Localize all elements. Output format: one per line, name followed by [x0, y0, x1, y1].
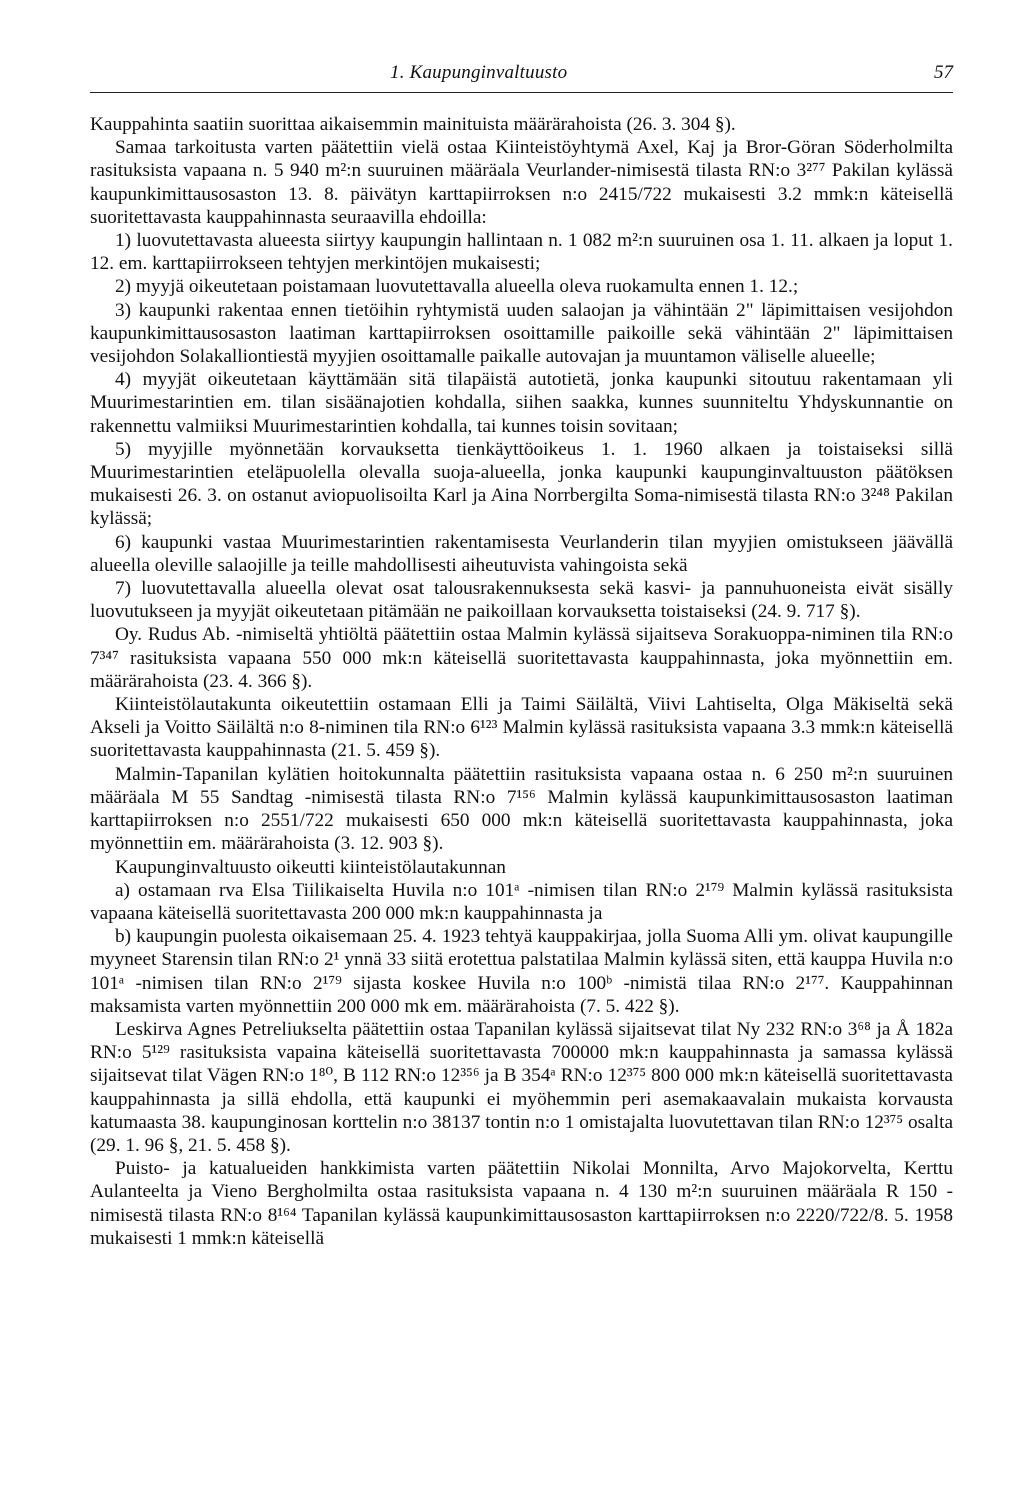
paragraph: Kauppahinta saatiin suorittaa aikaisemmin mainituista määrärahoista (26. 3. 304 §).: [90, 114, 736, 135]
paragraph: 2) myyjä oikeutetaan poistamaan luovutettavalla alueella oleva ruokamulta ennen 1. 12.;: [115, 276, 799, 298]
paragraph: Leskirva Agnes Petreliukselta päätettiin ostaa Tapanilan kylässä sijaitsevat tilat Ny 232 RN:o 3⁶⁸ ja Å 182a RN:o 5¹²⁹ rasituksista vapaina käteisellä suoritettavasta 700000 mk:n kauppahinnasta ja samassa kylässä sijaitsevat tilat Vägen RN:o 1⁸⁰, B 112 RN:o 12³⁵⁶ ja B 354ᵃ RN:o 12³⁷⁵ 800 000 mk:n käteisellä suoritettavasta kauppahinnasta ja sillä ehdolla, että kaupunki ei myöhemmin peri asemakaavalain mukaista korvausta katumaasta 38. kaupunginosan korttelin n:o 38137 tontin n:o 1 omistajalta luovutettavan tilan RN:o 12³⁷⁵ osalta (29. 1. 96 §, 21. 5. 458 §).: [90, 1018, 953, 1156]
page-number: 57: [934, 62, 953, 83]
paragraph: b) kaupungin puolesta oikaisemaan 25. 4. 1923 tehtyä kauppakirjaa, jolla Suoma Alli ym. olivat kaupungille myyneet Starensin tilan RN:o 2¹ ynnä 33 siitä erotettua palstatilaa Malmin kylässä siten, että kauppa Huvila n:o 101ᵃ -nimisen tilan RN:o 2¹⁷⁹ sijasta koskee Huvila n:o 100ᵇ -nimistä tilaa RN:o 2¹⁷⁷. Kauppahinnan maksamista varten myönnettiin 200 000 mk em. määrärahoista (7. 5. 422 §).: [90, 926, 953, 1017]
paragraph: Malmin-Tapanilan kylätien hoitokunnalta päätettiin rasituksista vapaana ostaa n. 6 250 m²:n suuruinen määräala M 55 Sandtag -nimisestä tilasta RN:o 7¹⁵⁶ Malmin kylässä kaupunkimittausosaston laatiman karttapiirroksen n:o 2551/722 mukaisesti 650 000 mk:n käteisellä suoritettavasta kauppahinnasta, joka myönnettiin em. määrärahoista (3. 12. 903 §).: [90, 763, 953, 855]
paragraph: Kiinteistölautakunta oikeutettiin ostamaan Elli ja Taimi Säilältä, Viivi Lahtiselta, Olga Mäkiseltä sekä Akseli ja Voitto Säilältä n:o 8-niminen tila RN:o 6¹²³ Malmin kylässä rasituksista vapaana 3.3 mmk:n käteisellä suoritettavasta kauppahinnasta (21. 5. 459 §).: [90, 694, 953, 762]
paragraph: 6) kaupunki vastaa Muurimestarintien rakentamisesta Veurlanderin tilan myyjien omistukseen jäävällä alueella oleville salaojille ja teille mahdollisesti aiheutuvista vahingoista sekä: [90, 531, 953, 576]
paragraph: Oy. Rudus Ab. -nimiseltä yhtiöltä päätettiin ostaa Malmin kylässä sijaitseva Sorakuoppa-niminen tila RN:o 7³⁴⁷ rasituksista vapaana 550 000 mk:n käteisellä suoritettavasta kauppahinnasta, joka myönnettiin em. määrärahoista (23. 4. 366 §).: [90, 624, 953, 692]
paragraph: 7) luovutettavalla alueella olevat osat talousrakennuksesta sekä kasvi- ja pannuhuoneista eivät sisälly luovutukseen ja myyjät oikeutetaan pitämään ne paikoillaan korvauksetta toistaiseksi (24. 9. 717 §).: [90, 578, 953, 623]
running-header: [90, 62, 953, 93]
paragraph: 3) kaupunki rakentaa ennen tietöihin ryhtymistä uuden salaojan ja vähintään 2" läpimittaisen vesijohdon kaupunkimittausosaston laatiman karttapiirroksen osoittamille paikoille sekä vähintään 2" läpimittaisen vesijohdon Solakalliontiestä myyjien osoittamalle paikalle autovajan ja muuntamon väliselle alueelle;: [90, 299, 953, 368]
header-title: 1. Kaupunginvaltuusto: [390, 62, 568, 83]
paragraph: 1) luovutettavasta alueesta siirtyy kaupungin hallintaan n. 1 082 m²:n suuruinen osa 1. 11. alkaen ja loput 1. 12. em. karttapiirrokseen tehtyjen merkintöjen mukaisesti;: [90, 230, 953, 275]
paragraph: Samaa tarkoitusta varten päätettiin vielä ostaa Kiinteistöyhtymä Axel, Kaj ja Bror-Göran Söderholmilta rasituksista vapaana n. 5 940 m²:n suuruinen määräala Veurlander-nimisestä tilasta RN:o 3²⁷⁷ Pakilan kylässä kaupunkimittausosaston 13. 8. päivätyn karttapiirroksen n:o 2415/722 mukaisesti 3.2 mmk:n käteisellä suoritettavasta kauppahinnasta seuraavilla ehdoilla:: [90, 137, 953, 228]
paragraph: 5) myyjille myönnetään korvauksetta tienkäyttöoikeus 1. 1. 1960 alkaen ja toistaiseksi sillä Muurimestarintien eteläpuolella olevalla suoja-alueella, jonka kaupunki kaupunginvaltuuston päätöksen mukaisesti 26. 3. on ostanut aviopuolisoilta Karl ja Aina Norrbergilta Soma-nimisestä tilasta RN:o 3²⁴⁸ Pakilan kylässä;: [90, 438, 953, 530]
paragraph: Kaupunginvaltuusto oikeutti kiinteistölautakunnan: [115, 856, 506, 878]
paragraph: 4) myyjät oikeutetaan käyttämään sitä tilapäistä autotietä, jonka kaupunki sitoutuu rakentamaan yli Muurimestarintien em. tilan sisäänajotien kohdalla, siihen saakka, kunnes suunniteltu Yhdyskunnantie on rakennettu valmiiksi Muurimestarintien kohdalla, tai kunnes toisin sovitaan;: [90, 369, 953, 437]
body-text: [90, 113, 953, 1250]
paragraph: a) ostamaan rva Elsa Tiilikaiselta Huvila n:o 101ᵃ -nimisen tilan RN:o 2¹⁷⁹ Malmin kylässä rasituksista vapaana käteisellä suoritettavasta 200 000 mk:n kauppahinnasta ja: [90, 879, 953, 924]
paragraph: Puisto- ja katualueiden hankkimista varten päätettiin Nikolai Monnilta, Arvo Majokorvelta, Kerttu Aulanteelta ja Vieno Bergholmilta ostaa rasituksista vapaana n. 4 130 m²:n suuruinen määräala R 150 -nimisestä tilasta RN:o 8¹⁶⁴ Tapanilan kylässä kaupunkimittausosaston karttapiirroksen n:o 2220/722/8. 5. 1958 mukaisesti 1 mmk:n käteisellä: [90, 1158, 953, 1249]
